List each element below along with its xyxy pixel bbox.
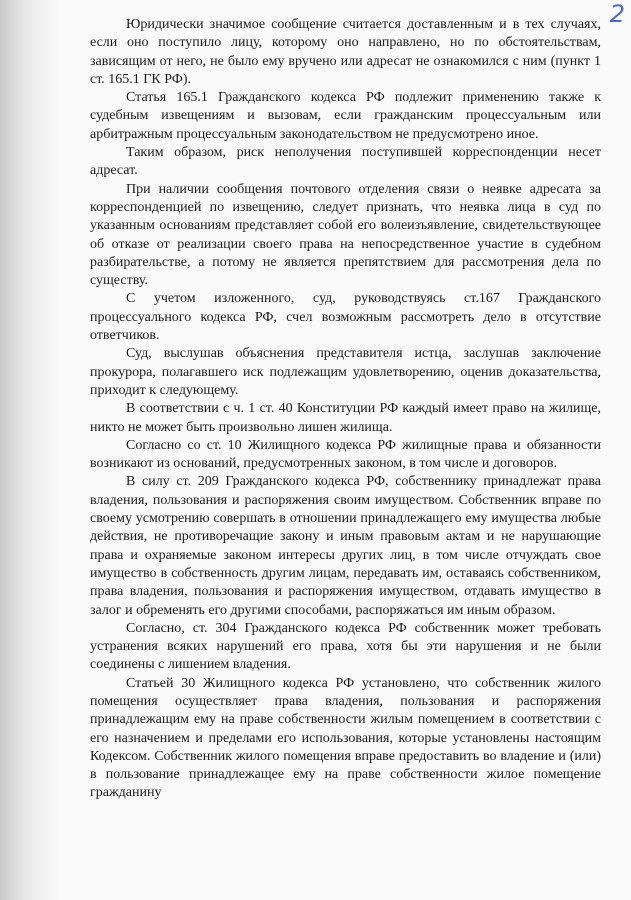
paragraph: С учетом изложенного, суд, руководствуясь ст.167 Гражданского процессуального кодекса РФ, счел возможным рассмотреть дело в отсутствие ответчиков. [90, 291, 601, 344]
paragraph: Суд, выслушав объяснения представителя истца, заслушав заключение прокурора, полагавшего иск подлежащим удовлетворению, оценив доказательства, приходит к следующему. [90, 346, 601, 398]
paragraph: Согласно, ст. 304 Гражданского кодекса РФ собственник может требовать устранения всяких нарушений его права, хотя бы эти нарушения и не были соединены с лишением владения. [90, 620, 601, 673]
page-number: 2 [609, 0, 625, 28]
paragraph: При наличии сообщения почтового отделения связи о неявке адресата за корреспонденцией по извещению, следует признать, что неявка лица в суд по указанным основаниям представляет собой его волеизъявление, свидетельствующее об отказе от реализации своего права на непосредственное участие в судебном разбирательстве, а потому не является препятствием для рассмотрения дела по существу. [90, 181, 601, 289]
paragraph: Таким образом, риск неполучения поступившей корреспонденции несет адресат. [90, 145, 601, 179]
paragraph: Статьей 30 Жилищного кодекса РФ установлено, что собственник жилого помещения осуществляет права владения, пользования и распоряжения принадлежащим ему на праве собственности жилым помещением в соответствии с его назначением и пределами его использования, которые установлены настоящим Кодексом. Собственник жилого помещения вправе предоставить во владение и (или) в пользование принадлежащее ему на праве собственности жилое помещение гражданину [90, 675, 601, 801]
paragraph: Согласно со ст. 10 Жилищного кодекса РФ жилищные права и обязанности возникают из оснований, предусмотренных законом, в том числе и договоров. [90, 437, 601, 472]
paragraph: В силу ст. 209 Гражданского кодекса РФ, собственнику принадлежат права владения, пользования и распоряжения своим имуществом. Собственник вправе по своему усмотрению совершать в отношении принадлежащего ему имущества любые действия, не противоречащие закону и иным правовым актам и не нарушающие права и охраняемые законом интересы других лиц, в том числе отчуждать свое имущество в собственность другим лицам, передавать им, оставаясь собственником, права владения, пользования и распоряжения имуществом, отдавать имущество в залог и обременять его другими способами, распоряжаться им иным образом. [90, 474, 601, 618]
paragraph: Юридически значимое сообщение считается доставленным и в тех случаях, если оно поступило лицу, которому оно направлено, но по обстоятельствам, зависящим от него, не было ему вручено или адресат не ознакомился с ним (пункт 1 ст. 165.1 ГК РФ). [90, 17, 601, 87]
paragraph: В соответствии с ч. 1 ст. 40 Конституции РФ каждый имеет право на жилище, никто не может быть произвольно лишен жилища. [90, 401, 601, 435]
document-body [90, 16, 601, 803]
paragraph: Статья 165.1 Гражданского кодекса РФ подлежит применению также к судебным извещениям и вызовам, если гражданским процессуальным или арбитражным процессуальным законодательством не предусмотрено иное. [90, 90, 601, 142]
